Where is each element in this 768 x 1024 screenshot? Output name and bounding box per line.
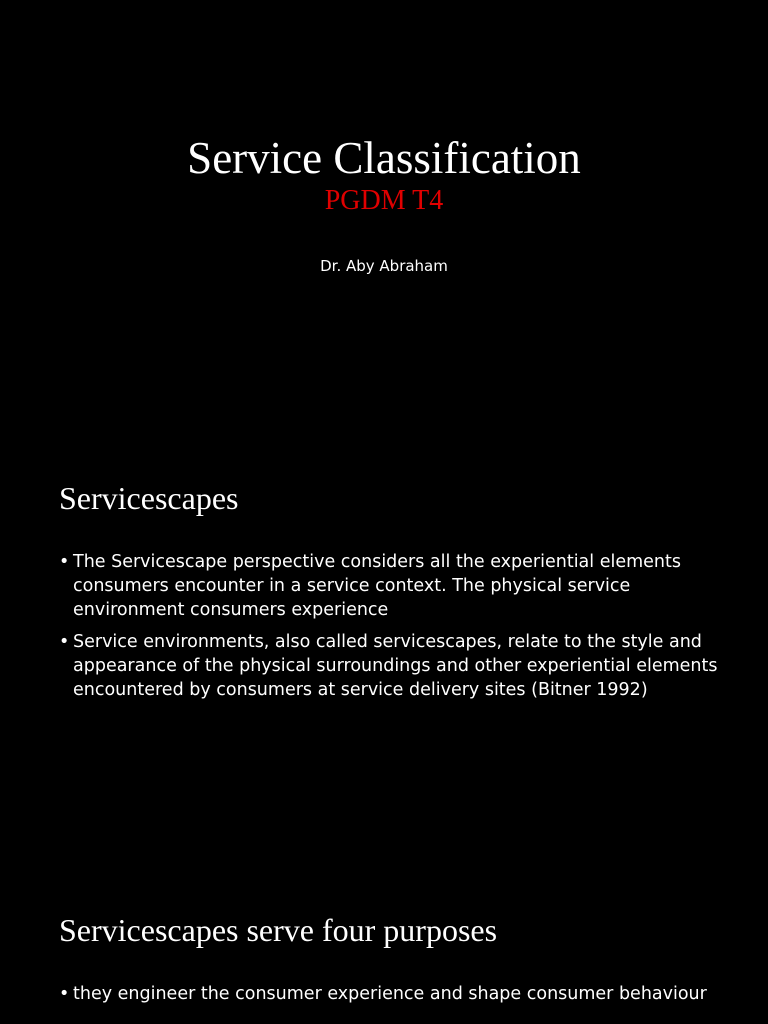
- author-name: Dr. Aby Abraham: [320, 257, 448, 275]
- bullet-icon: •: [59, 632, 70, 652]
- slide-heading: Servicescapes serve four purposes: [59, 912, 498, 948]
- bullet-list: [59, 982, 719, 1014]
- bullet-icon: •: [59, 552, 70, 572]
- bullet-text: Service environments, also called servicescapes, relate to the style and appearance of the physical surroundings and other experiential elements encountered by consumers at service delivery sites (Bitner 1992): [73, 632, 718, 700]
- bullet-item: [59, 630, 719, 702]
- title-slide: [0, 0, 768, 432]
- bullet-item: [59, 550, 719, 622]
- bullet-text: The Servicescape perspective considers all the experiential elements consumers encounter in a service context. The physical service environment consumers experience: [73, 552, 681, 620]
- bullet-text: they engineer the consumer experience and shape consumer behaviour: [73, 984, 707, 1004]
- bullet-item: [59, 982, 719, 1006]
- slide-heading: Servicescapes: [59, 480, 239, 516]
- bullet-icon: •: [59, 984, 70, 1004]
- slide-title: Service Classification: [187, 133, 581, 183]
- bullet-list: [59, 550, 719, 710]
- servicescapes-slide: [0, 432, 768, 864]
- purposes-slide: [0, 864, 768, 1024]
- slide-subtitle: PGDM T4: [324, 185, 444, 216]
